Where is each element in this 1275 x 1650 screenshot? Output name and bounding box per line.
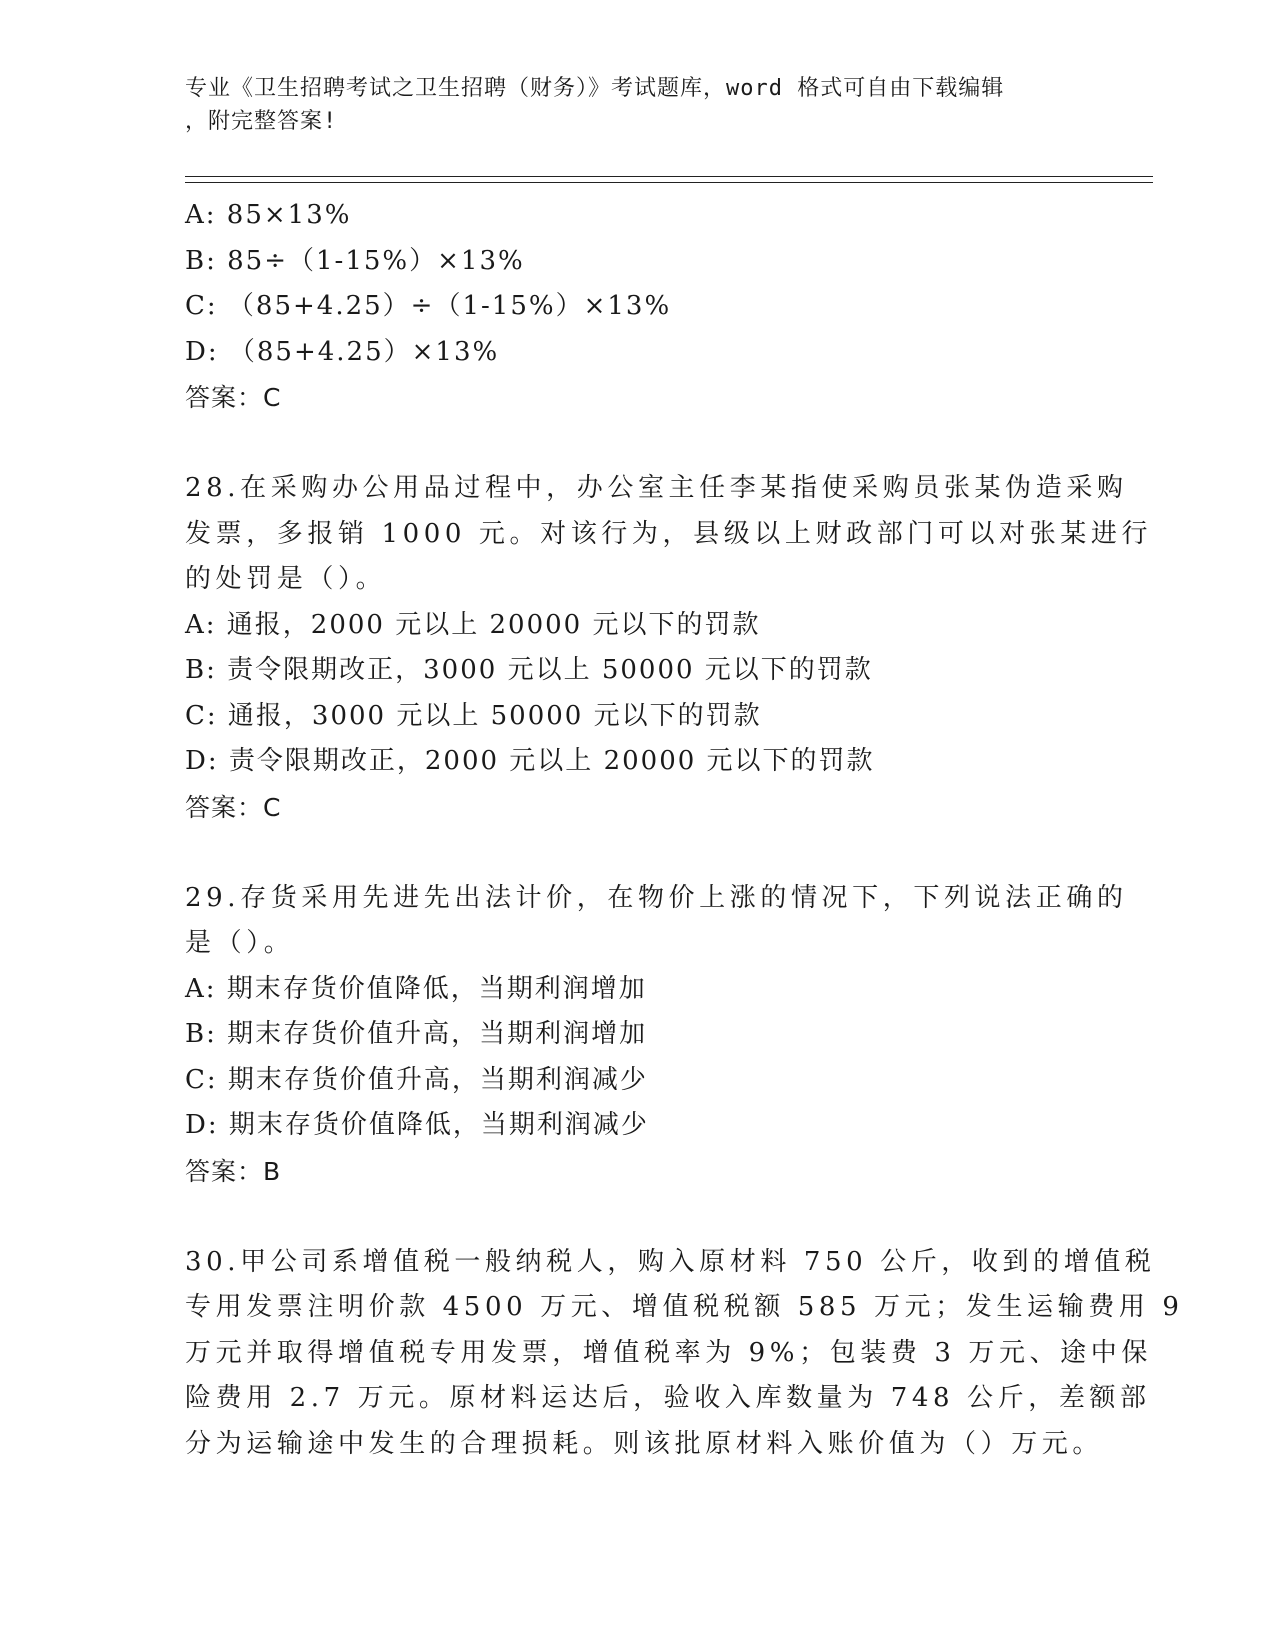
spacer: [185, 830, 1085, 876]
q28-stem-line-3: 的处罚是（）。: [185, 564, 387, 594]
q27-option-d: D: （85+4.25）×13%: [185, 336, 500, 367]
q28-stem-line-2: 发票，多报销 1000 元。对该行为，县级以上财政部门可以对张某进行: [185, 518, 1153, 549]
q30-stem-line-1: 30.甲公司系增值税一般纳税人，购入原材料 750 公斤，收到的增值税: [185, 1246, 1156, 1277]
q28-option-b: B: 责令限期改正，3000 元以上 50000 元以下的罚款: [185, 655, 873, 685]
q28-option-c: C: 通报，3000 元以上 50000 元以下的罚款: [185, 700, 762, 731]
q27-option-c: C: （85+4.25）÷（1-15%）×13%: [185, 291, 672, 321]
header-line-1: 专业《卫生招聘考试之卫生招聘（财务）》考试题库，word 格式可自由下载编辑: [185, 76, 1005, 101]
header-line-2: ，附完整答案!: [185, 109, 338, 134]
q29-answer: 答案：B: [185, 1156, 282, 1186]
q29-option-d: D: 期末存货价值降低，当期利润减少: [185, 1110, 649, 1140]
q30-stem-line-5: 分为运输途中发生的合理损耗。则该批原材料入账价值为（）万元。: [185, 1428, 1104, 1459]
question-28: [185, 466, 1153, 830]
q27-answer: 答案：C: [185, 383, 282, 412]
q27-option-b: B: 85÷（1-15%）×13%: [185, 245, 525, 276]
q29-stem: [185, 876, 1128, 967]
q29-stem-line-2: 是（）。: [185, 928, 295, 958]
q28-option-d: D: 责令限期改正，2000 元以上 20000 元以下的罚款: [185, 746, 875, 776]
q29-option-c: C: 期末存货价值升高，当期利润减少: [185, 1064, 648, 1095]
q28-stem: [185, 466, 1153, 603]
q29-option-a: A: 期末存货价值降低，当期利润增加: [185, 973, 647, 1004]
q30-stem: [185, 1240, 1184, 1468]
header-divider-top: [185, 176, 1153, 177]
q30-stem-line-4: 险费用 2.7 万元。原材料运达后，验收入库数量为 748 公斤，差额部: [185, 1383, 1151, 1413]
q30-stem-line-3: 万元并取得增值税专用发票，增值税率为 9%；包装费 3 万元、途中保: [185, 1337, 1152, 1368]
q28-stem-line-1: 28.在采购办公用品过程中，办公室主任李某指使采购员张某伪造采购: [185, 473, 1128, 503]
question-27: [185, 193, 1085, 421]
q28-option-a: A: 通报，2000 元以上 20000 元以下的罚款: [185, 609, 761, 640]
q29-stem-line-1: 29.存货采用先进先出法计价，在物价上涨的情况下，下列说法正确的: [185, 882, 1128, 913]
q30-stem-line-2: 专用发票注明价款 4500 万元、增值税税额 585 万元；发生运输费用 9: [185, 1292, 1184, 1322]
q29-option-b: B: 期末存货价值升高，当期利润增加: [185, 1019, 648, 1049]
spacer: [185, 1194, 1085, 1240]
header-divider-bottom: [185, 182, 1153, 183]
q27-option-a: A: 85×13%: [185, 200, 352, 230]
question-30: [185, 1240, 1184, 1468]
question-29: [185, 876, 1128, 1195]
question-content: [185, 193, 1184, 1467]
q28-answer: 答案：C: [185, 792, 282, 822]
document-header: [185, 72, 1065, 138]
spacer: [185, 421, 1085, 467]
